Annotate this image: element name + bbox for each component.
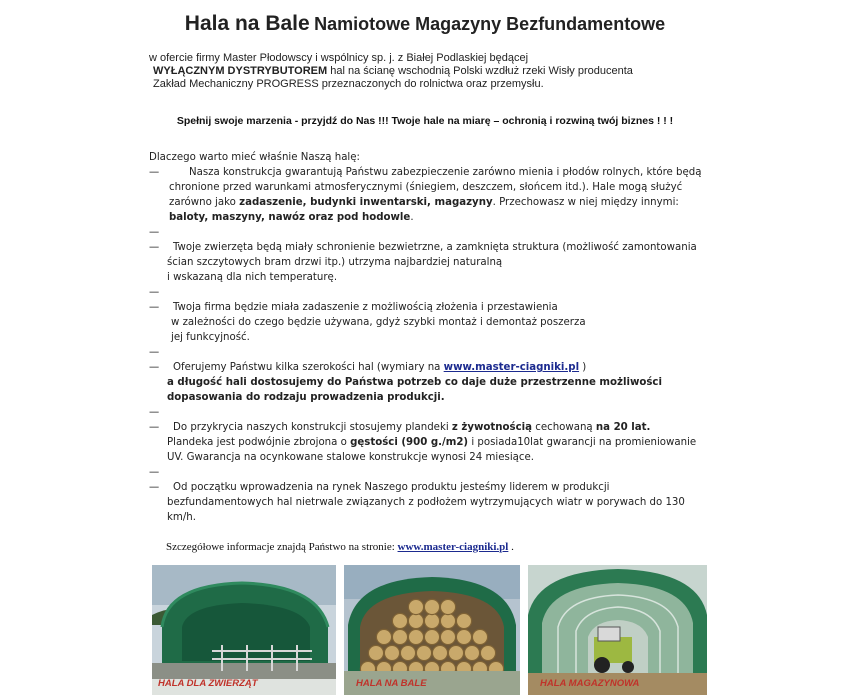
intro-line-2-rest: hal na ścianę wschodnią Polski wzdłuż rzeki Wisły producenta bbox=[327, 65, 633, 77]
bale-icon bbox=[448, 645, 463, 660]
density-value: gęstości (900 g./m2) bbox=[350, 437, 469, 448]
photo-storage-hall bbox=[528, 565, 707, 695]
benefit-4-line-1 bbox=[149, 360, 719, 375]
benefit-1-line-4-post: . bbox=[410, 212, 414, 223]
lifetime-label: z żywotnością bbox=[451, 422, 532, 433]
benefits-list bbox=[149, 150, 719, 525]
benefit-5-line-2-pre: Plandeka jest podwójnie zbrojona o bbox=[167, 437, 351, 448]
slogan: Spełnij swoje marzenia - przyjdź do Nas !!! Twoje hale na miarę – ochronią i rozwiną twój biznes ! ! ! bbox=[176, 115, 674, 127]
separator-dash bbox=[149, 225, 719, 240]
bale-icon bbox=[424, 599, 439, 614]
separator-dash bbox=[149, 345, 719, 360]
intro-paragraph bbox=[149, 52, 633, 91]
details-link[interactable]: www.master-ciagniki.pl bbox=[397, 541, 509, 553]
benefit-4-line-1-pre: Oferujemy Państwu kilka szerokości hal (wymiary na bbox=[173, 362, 444, 373]
bale-icon bbox=[368, 645, 383, 660]
caption-bale-hall: HALA NA BALE bbox=[356, 678, 427, 689]
benefit-3-line-2: w zależności do czego będzie używana, gdyż szybki montaż i demontaż poszerza bbox=[171, 317, 586, 328]
benefit-6-line-2: bezfundamentowych hal nietrwale związanych z podłożem wytrzymujących wiatr w porywach do 130 bbox=[167, 497, 685, 508]
bale-icon bbox=[416, 645, 431, 660]
caption-animal-hall: HALA DLA ZWIERZĄT bbox=[158, 678, 258, 689]
distributor-label: WYŁĄCZNYM DYSTRYBUTOREM bbox=[153, 65, 328, 77]
question-line: Dlaczego warto mieć właśnie Naszą halę: bbox=[149, 152, 360, 163]
page-title bbox=[0, 12, 850, 36]
bale-icon bbox=[456, 629, 471, 644]
bale-icon bbox=[376, 629, 391, 644]
benefit-4-line-3: dopasowania do rodzaju prowadzenia produkcji. bbox=[167, 392, 445, 403]
benefit-6-line-3: km/h. bbox=[167, 512, 196, 523]
bale-icon bbox=[384, 645, 399, 660]
animal-hall-image bbox=[152, 565, 336, 695]
benefit-3-line-1: — Twoja firma będzie miała zadaszenie z możliwością złożenia i przestawienia bbox=[149, 300, 719, 315]
bale-icon bbox=[400, 645, 415, 660]
bale-icon bbox=[432, 645, 447, 660]
bale-icon bbox=[408, 629, 423, 644]
benefit-4-line-1-post: ) bbox=[579, 362, 587, 373]
separator-dash bbox=[149, 465, 719, 480]
intro-line-1: w ofercie firmy Master Płodowscy i wspólnicy sp. j. z Białej Podlaskiej będącej bbox=[149, 52, 529, 64]
title-main: Hala na Bale bbox=[184, 12, 310, 35]
bale-icon bbox=[392, 613, 407, 628]
bale-icon bbox=[440, 629, 455, 644]
benefit-4-line-2: a długość hali dostosujemy do Państwa potrzeb co daje duże przestrzenne możliwości bbox=[167, 377, 662, 388]
benefit-1-uses: zadaszenie, budynki inwentarski, magazyny bbox=[239, 197, 493, 208]
benefit-2-line-2: ścian szczytowych bram drzwi itp.) utrzyma najbardziej naturalną bbox=[167, 257, 503, 268]
benefit-5-line-2 bbox=[149, 435, 719, 450]
storage-hall-image bbox=[528, 565, 707, 695]
caption-storage-hall: HALA MAGAZYNOWA bbox=[540, 678, 640, 689]
bale-icon bbox=[424, 613, 439, 628]
benefit-1-line-1: — Nasza konstrukcja gwarantują Państwu zabezpieczenie zarówno mienia i płodów rolnych, które będą bbox=[149, 165, 719, 180]
bale-icon bbox=[464, 645, 479, 660]
bale-icon bbox=[440, 613, 455, 628]
bale-icon bbox=[408, 613, 423, 628]
title-sub: Namiotowe Magazyny Bezfundamentowe bbox=[314, 14, 666, 34]
website-link[interactable]: www.master-ciagniki.pl bbox=[443, 362, 580, 373]
benefit-6-line-1: — Od początku wprowadzenia na rynek Naszego produktu jesteśmy liderem w produkcji bbox=[149, 480, 719, 495]
bale-icon bbox=[480, 645, 495, 660]
intro-line-3: Zakład Mechaniczny PROGRESS przeznaczonych do rolnictwa oraz przemysłu. bbox=[153, 78, 544, 90]
bale-icon bbox=[392, 629, 407, 644]
benefit-2-line-3: i wskazaną dla nich temperaturę. bbox=[167, 272, 338, 283]
benefit-5-line-1-pre: Do przykrycia naszych konstrukcji stosujemy plandeki bbox=[173, 422, 452, 433]
benefit-2-line-1: — Twoje zwierzęta będą miały schronienie bezwietrzne, a zamknięta struktura (możliwość zamontowania bbox=[149, 240, 719, 255]
benefit-1-line-2: chronione przed warunkami atmosferycznymi (śniegiem, deszczem, słońcem itd.). Hale mogą służyć bbox=[169, 182, 683, 193]
details-suffix: . bbox=[508, 541, 514, 553]
benefit-1-line-3-post: . Przechowasz w niej między innymi: bbox=[492, 197, 679, 208]
details-text: Szczegółowe informacje znajdą Państwo na stronie: bbox=[166, 541, 398, 553]
benefit-3-line-3: jej funkcyjność. bbox=[171, 332, 250, 343]
lifetime-value: na 20 lat. bbox=[595, 422, 651, 433]
bale-icon bbox=[472, 629, 487, 644]
photo-gallery bbox=[152, 565, 707, 695]
bale-hall-image bbox=[344, 565, 520, 695]
separator-dash bbox=[149, 285, 719, 300]
bale-icon bbox=[440, 599, 455, 614]
benefit-1-items: baloty, maszyny, nawóz oraz pod hodowle bbox=[169, 212, 411, 223]
benefit-5-line-2-post: i posiada10lat gwarancji na promieniowanie bbox=[468, 437, 697, 448]
benefit-5-line-1-mid: cechowaną bbox=[531, 422, 596, 433]
benefit-5-line-3: UV. Gwarancja na ocynkowane stalowe konstrukcje wynosi 24 miesiące. bbox=[167, 452, 535, 463]
details-line bbox=[166, 541, 514, 553]
benefit-1-line-4 bbox=[149, 210, 719, 225]
intro-line-2 bbox=[149, 65, 633, 78]
benefit-1-line-3 bbox=[149, 195, 719, 210]
benefit-1-line-3-pre: zarówno jako bbox=[169, 197, 240, 208]
bale-icon bbox=[408, 599, 423, 614]
bale-icon bbox=[456, 613, 471, 628]
photo-animal-hall bbox=[152, 565, 336, 695]
separator-dash bbox=[149, 405, 719, 420]
benefit-5-line-1 bbox=[149, 420, 719, 435]
bale-icon bbox=[424, 629, 439, 644]
photo-bale-hall bbox=[344, 565, 520, 695]
